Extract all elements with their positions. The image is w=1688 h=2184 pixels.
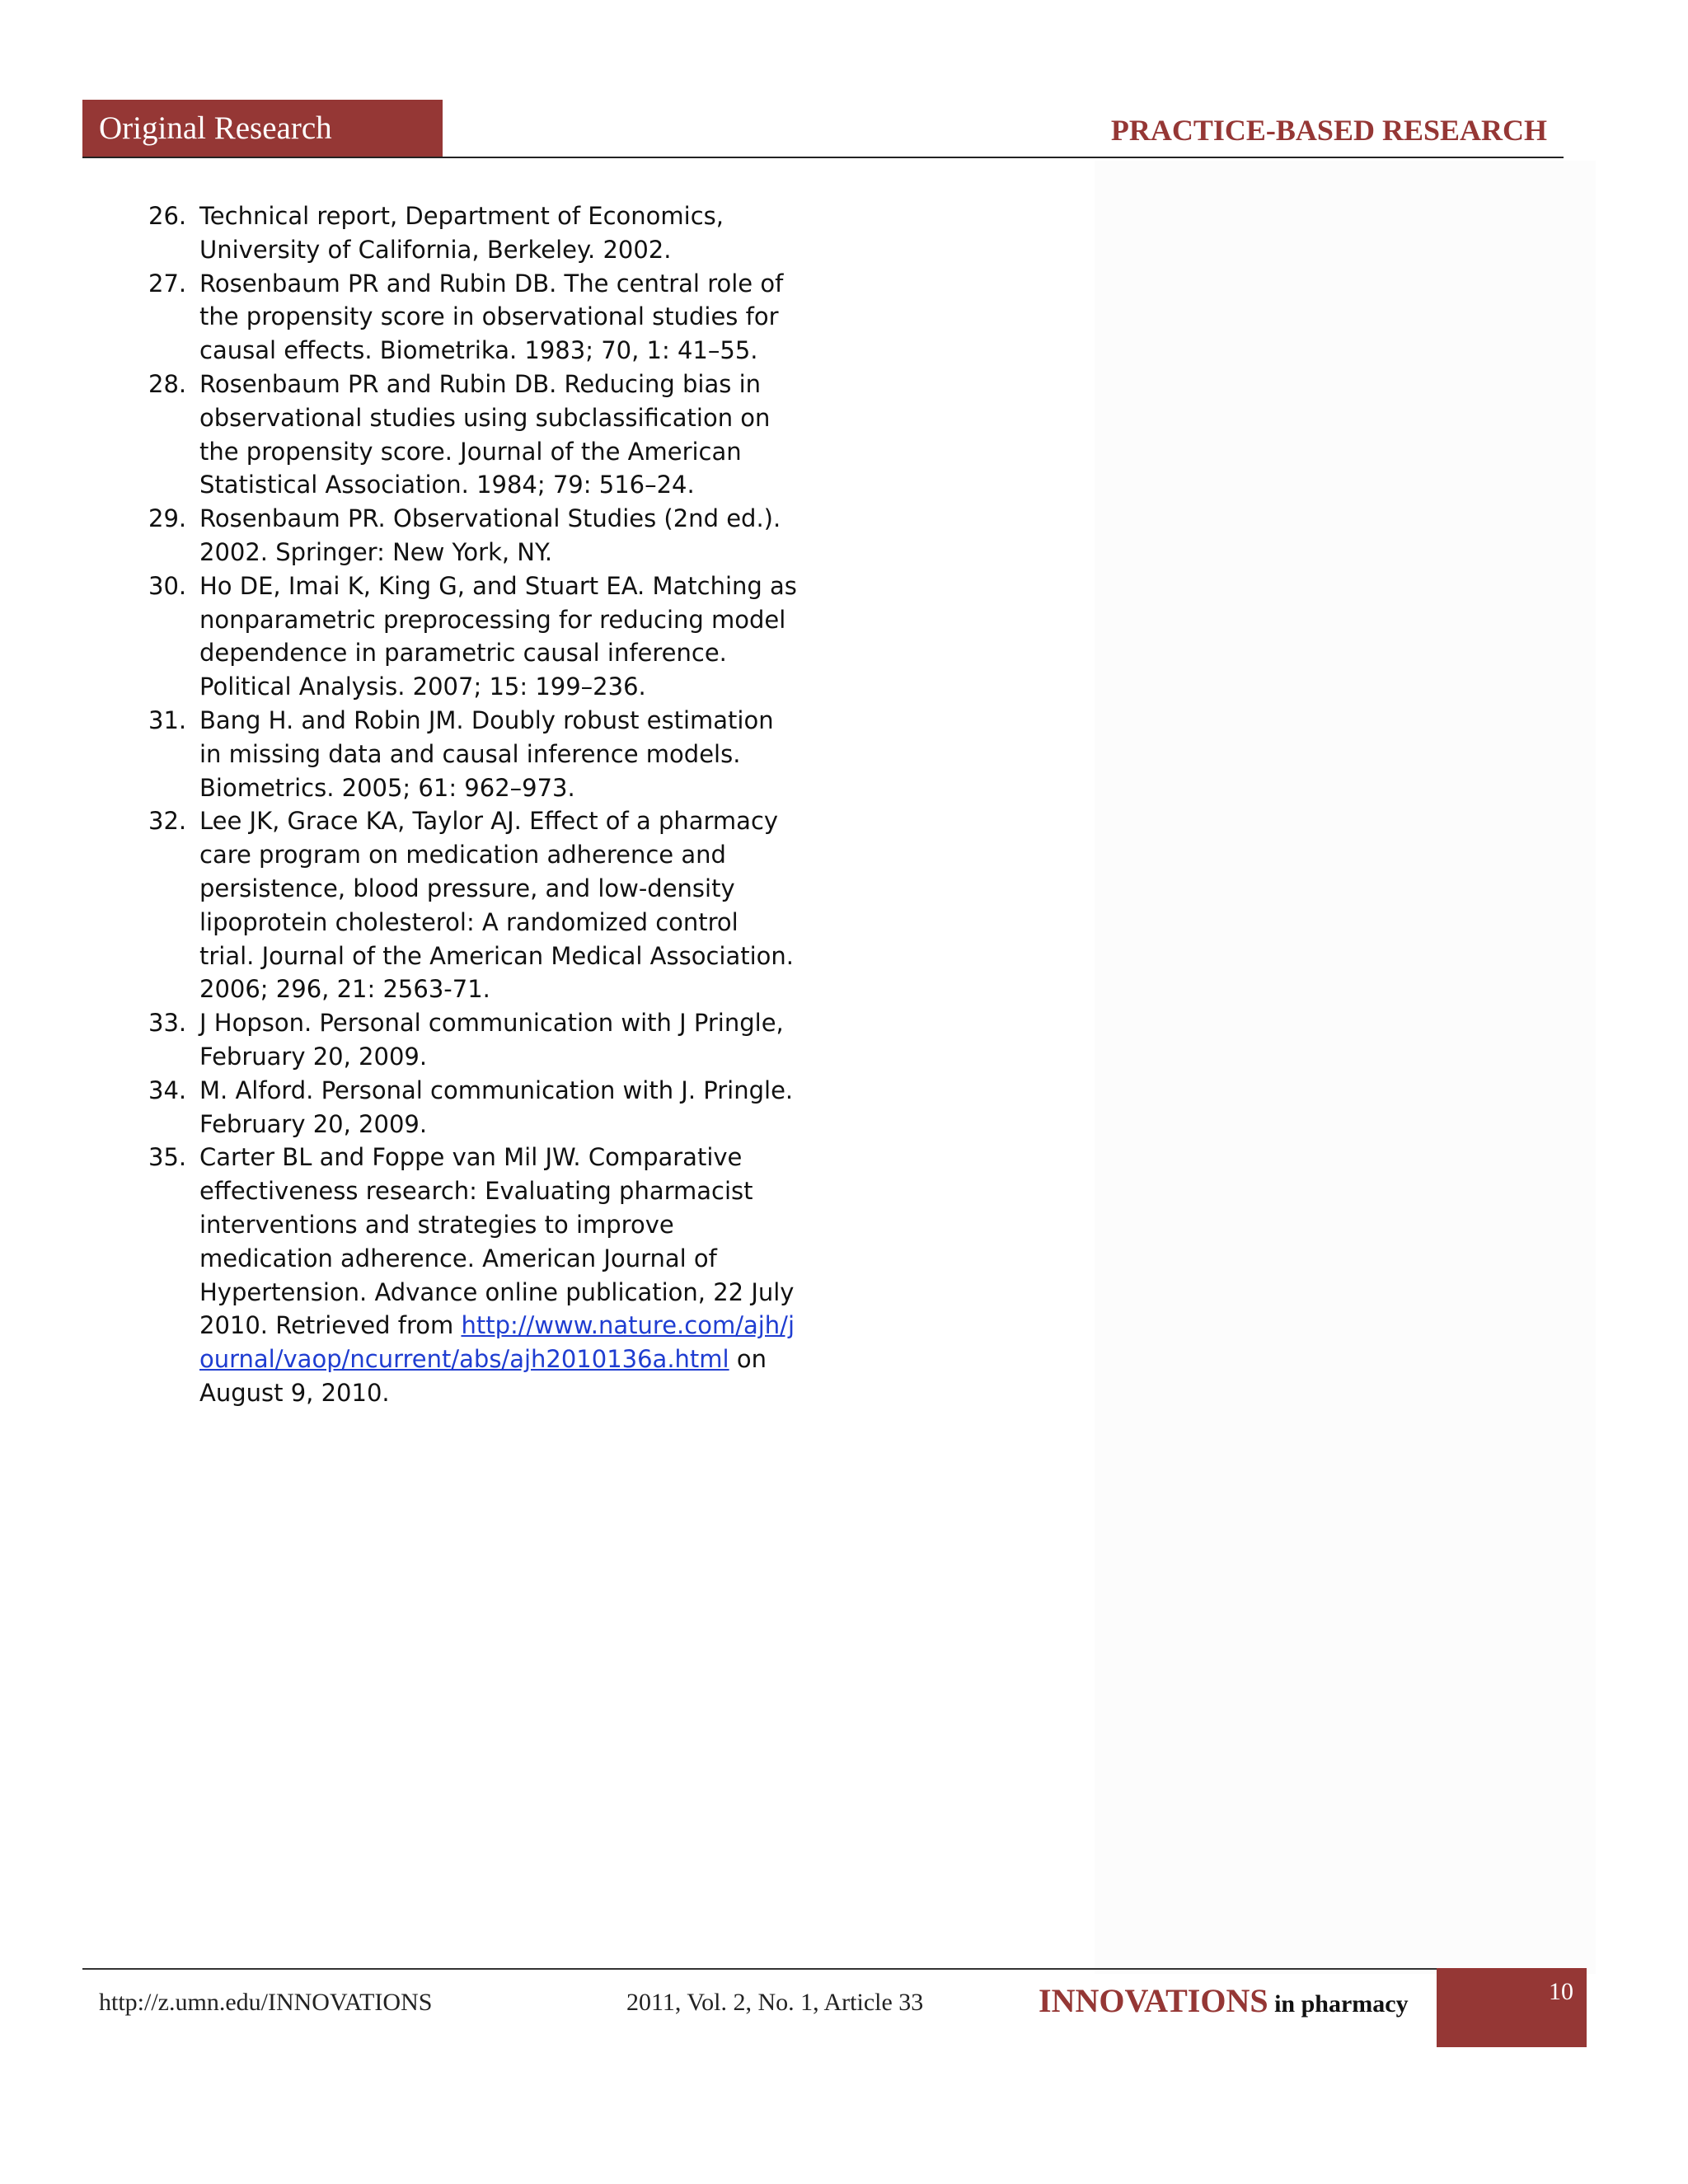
reference-item <box>140 199 799 267</box>
reference-number: 26. <box>148 202 187 230</box>
section-label: Original Research <box>82 100 443 157</box>
footer-volume: 2011, Vol. 2, No. 1, Article 33 <box>626 1989 924 2016</box>
reference-number: 33. <box>148 1009 187 1038</box>
reference-text: J Hopson. Personal communication with J Pringle, February 20, 2009. <box>199 1009 784 1071</box>
reference-number: 31. <box>148 705 187 734</box>
page-background-shade <box>1095 161 1596 1974</box>
reference-item <box>140 502 799 569</box>
reference-text: Bang H. and Robin JM. Doubly robust estimation in missing data and causal inference models. Biometrics. 2005; 61: 962–973. <box>199 705 774 802</box>
reference-number: 34. <box>148 1076 187 1104</box>
footer-url: http://z.umn.edu/INNOVATIONS <box>99 1989 433 2016</box>
reference-item <box>140 267 799 368</box>
reference-item <box>140 1074 799 1141</box>
reference-item <box>140 704 799 804</box>
reference-number: 32. <box>148 807 187 836</box>
reference-number: 35. <box>148 1143 187 1172</box>
reference-number: 27. <box>148 269 187 298</box>
reference-number: 28. <box>148 369 187 398</box>
reference-item <box>140 1006 799 1074</box>
page-number: 10 <box>1437 1968 1587 2047</box>
footer-divider <box>82 1968 1437 1970</box>
reference-text: Rosenbaum PR and Rubin DB. Reducing bias in observational studies using subclassification on the propensity score. Journal of the American Statistical Association. 1984; 79: 516–24. <box>199 369 771 499</box>
reference-text: Carter BL and Foppe van Mil JW. Comparative effectiveness research: Evaluating pharmacist interventions and strategies to improve medication adherence. American Journal of Hypertension. Advance online publication, 22 July 2010. Retrieved from <box>199 1143 795 1340</box>
reference-item <box>140 569 799 704</box>
reference-suffix: on August 9, 2010. <box>199 1345 767 1407</box>
reference-text: Lee JK, Grace KA, Taylor AJ. Effect of a pharmacy care program on medication adherence and persistence, blood pressure, and low-density lipoprotein cholesterol: A randomized control trial. Journal of the American Medical Association. 2006; 296, 21: 2563-71. <box>199 807 794 1004</box>
reference-number: 30. <box>148 571 187 600</box>
reference-text: M. Alford. Personal communication with J. Pringle. February 20, 2009. <box>199 1076 794 1138</box>
journal-brand <box>1039 1978 1409 2032</box>
category-heading: PRACTICE-BASED RESEARCH <box>1110 114 1547 147</box>
reference-item <box>140 804 799 1006</box>
reference-item <box>140 1141 799 1409</box>
reference-text: Ho DE, Imai K, King G, and Stuart EA. Matching as nonparametric preprocessing for reducing model dependence in parametric causal inference. Political Analysis. 2007; 15: 199–236. <box>199 571 797 701</box>
reference-item <box>140 368 799 502</box>
reference-list <box>140 199 799 1410</box>
reference-text: Rosenbaum PR and Rubin DB. The central role of the propensity score in observational studies for causal effects. Biometrika. 1983; 70, 1: 41–55. <box>199 269 784 365</box>
reference-text: Technical report, Department of Economics, University of California, Berkeley. 2002. <box>199 202 724 264</box>
journal-brand-main: INNOVATIONS <box>1039 1982 1268 2019</box>
reference-text: Rosenbaum PR. Observational Studies (2nd ed.). 2002. Springer: New York, NY. <box>199 504 781 566</box>
reference-link[interactable]: http://www.nature.com/ajh/journal/vaop/ncurrent/abs/ajh2010136a.html <box>199 1311 795 1374</box>
reference-number: 29. <box>148 504 187 533</box>
journal-brand-sub: in pharmacy <box>1268 1990 1409 2018</box>
header-divider <box>82 157 1564 158</box>
